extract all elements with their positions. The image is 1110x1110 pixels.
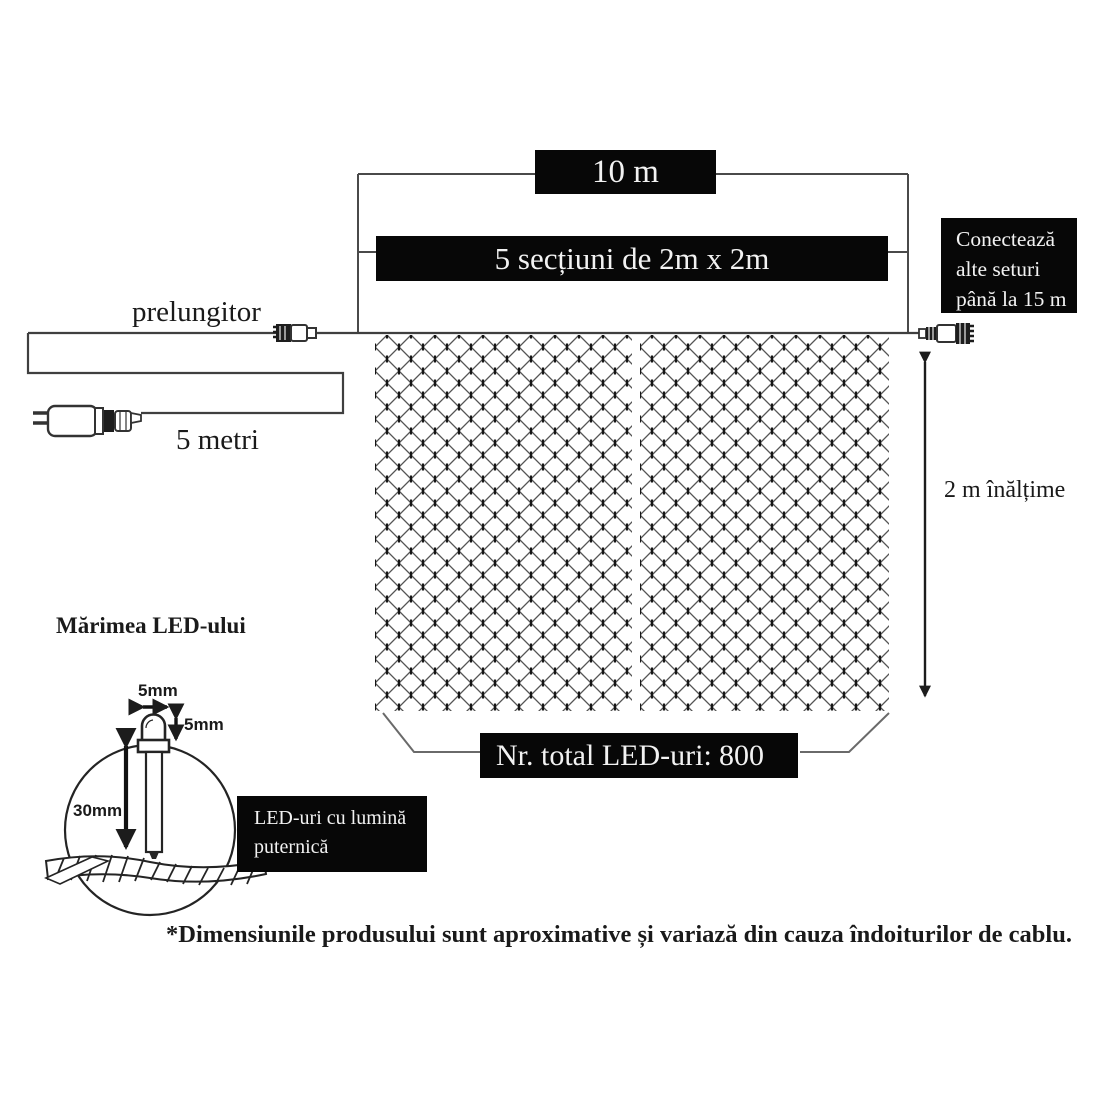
power-plug-icon <box>33 406 141 436</box>
total-leds-label: Nr. total LED-uri: <box>496 738 712 772</box>
connect-info-line: până la 15 m <box>956 287 1067 311</box>
extension-cable <box>28 333 343 413</box>
connect-info-box <box>941 218 1077 313</box>
total-leds-bar <box>480 733 798 778</box>
led-width-label: 5mm <box>138 681 178 700</box>
mesh-net <box>375 335 889 711</box>
top-length-label: 10 m <box>592 153 659 190</box>
extension-cable-label: prelungitor <box>132 296 261 328</box>
connect-info-line: Conectează <box>956 227 1056 251</box>
net-left-panel <box>375 335 632 711</box>
net-right-panel <box>640 335 889 711</box>
power-cable-length-label: 5 metri <box>176 424 259 456</box>
led-callout-line: LED-uri cu lumină <box>254 807 407 829</box>
twisted-cable-icon <box>46 855 266 885</box>
led-callout-line: puternică <box>254 836 329 858</box>
top-length-bar <box>535 150 716 194</box>
footnote: *Dimensiunile produsului sunt aproximative și variază din cauza îndoiturilor de cablu. <box>166 921 1072 948</box>
height-label: 2 m înălțime <box>944 477 1066 503</box>
end-connector-icon <box>919 323 974 344</box>
led-dome-height-label: 5mm <box>184 715 224 734</box>
led-tube-length-label: 30mm <box>73 801 123 820</box>
led-size-heading: Mărimea LED-ului <box>56 613 246 638</box>
sections-label: 5 secțiuni de 2m x 2m <box>494 240 770 276</box>
connect-info-line: alte seturi <box>956 257 1041 281</box>
total-leds-value: 800 <box>719 738 764 772</box>
sections-bar <box>376 236 888 281</box>
led-callout-box <box>237 796 427 872</box>
inline-connector-icon <box>273 324 316 342</box>
